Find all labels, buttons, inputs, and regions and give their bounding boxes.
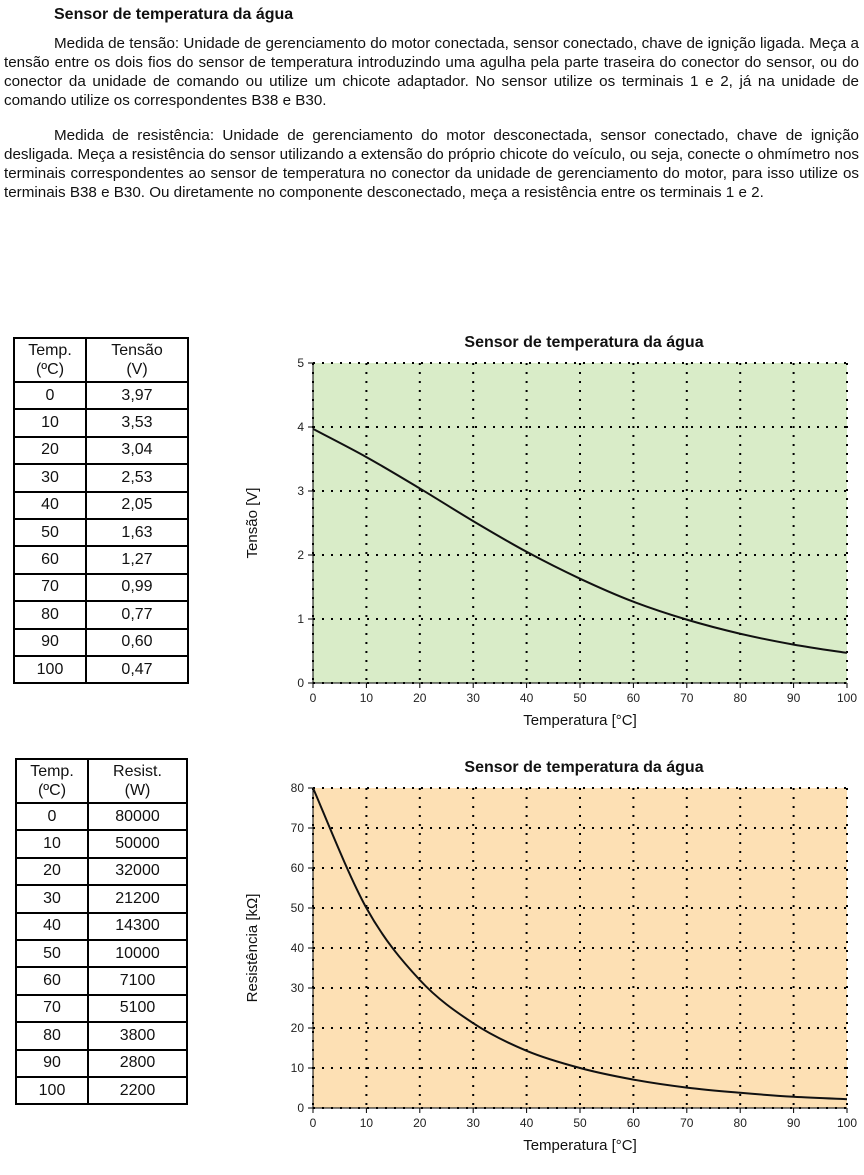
temp-cell: 60 (14, 546, 86, 573)
y-axis-label: Resistência [kΩ] (244, 893, 261, 1003)
y-tick-label: 50 (290, 901, 304, 915)
table-row (14, 601, 188, 628)
temp-cell: 70 (14, 574, 86, 601)
table-row (14, 546, 188, 573)
value-cell: 21200 (88, 885, 187, 912)
temp-cell: 90 (16, 1050, 88, 1077)
value-cell: 0,99 (86, 574, 188, 601)
table-row (14, 464, 188, 491)
x-tick-label: 70 (680, 691, 694, 705)
value-cell: 2,05 (86, 492, 188, 519)
voltage-table (13, 337, 189, 684)
y-tick-label: 80 (290, 781, 304, 795)
y-tick-label: 4 (297, 420, 304, 434)
y-tick-label: 0 (297, 676, 304, 690)
x-tick-label: 50 (573, 691, 587, 705)
x-tick-label: 40 (519, 691, 534, 705)
value-cell: 2200 (88, 1077, 187, 1104)
x-axis-label: Temperatura [°C] (523, 1137, 637, 1154)
temp-cell: 10 (16, 830, 88, 857)
temp-cell: 90 (14, 629, 86, 656)
temp-cell: 0 (14, 382, 86, 409)
table-row (14, 409, 188, 436)
x-tick-label: 100 (836, 1116, 858, 1130)
table-row (14, 519, 188, 546)
value-cell: 2,53 (86, 464, 188, 491)
resistance-chart (236, 752, 862, 1174)
y-axis-label: Tensão [V] (244, 487, 261, 559)
y-tick-label: 2 (297, 548, 304, 562)
temp-cell: 10 (14, 409, 86, 436)
temp-cell: 30 (14, 464, 86, 491)
voltage-column-header: Tensão (V) (86, 338, 188, 382)
x-tick-label: 90 (786, 1116, 801, 1130)
x-tick-label: 60 (626, 1116, 641, 1130)
table-header-row (16, 759, 187, 803)
temp-cell: 50 (16, 940, 88, 967)
value-cell: 0,77 (86, 601, 188, 628)
temp-column-header: Temp. (ºC) (16, 759, 88, 803)
value-cell: 3,97 (86, 382, 188, 409)
table-row (14, 629, 188, 656)
table-row (14, 492, 188, 519)
table-row (16, 858, 187, 885)
table-header-row (14, 338, 188, 382)
voltage-measurement-paragraph: Medida de tensão: Unidade de gerenciamento do motor conectada, sensor conectado, chave de ignição ligada. Meça a tensão entre os dois fios do sensor de temperatura introduzindo uma agulha pela parte traseira do conector do sensor, ou do conector da unidade de comando ou utilize um chicote adaptador. No sensor utilize os terminais 1 e 2, já na unidade de comando utilize os correspondentes B38 e B30. (4, 35, 859, 109)
resistance-measurement-paragraph: Medida de resistência: Unidade de gerenciamento do motor desconectada, sensor conectado, chave de ignição desligada. Meça a resistência do sensor utilizando a extensão do próprio chicote do veículo, ou seja, conecte o ohmímetro nos terminais correspondentes ao sensor de temperatura no conector da unidade de gerenciamento do motor, para isso utilize os terminais B38 e B30. Ou diretamente no componente desconectado, meça a resistência entre os terminais 1 e 2. (4, 127, 859, 201)
table-row (16, 967, 187, 994)
x-tick-label: 30 (466, 1116, 480, 1130)
x-tick-label: 80 (733, 691, 747, 705)
x-tick-label: 60 (626, 691, 641, 705)
x-tick-label: 40 (519, 1116, 534, 1130)
table-row (14, 437, 188, 464)
table-row (16, 1077, 187, 1104)
temp-column-header: Temp. (ºC) (14, 338, 86, 382)
x-tick-label: 100 (836, 691, 858, 705)
value-cell: 0,60 (86, 629, 188, 656)
value-cell: 3,53 (86, 409, 188, 436)
temp-cell: 40 (14, 492, 86, 519)
value-cell: 3,04 (86, 437, 188, 464)
table-row (16, 885, 187, 912)
value-cell: 1,27 (86, 546, 188, 573)
x-tick-label: 0 (309, 1116, 317, 1130)
y-tick-label: 10 (290, 1061, 304, 1075)
y-tick-label: 60 (290, 861, 304, 875)
x-tick-label: 80 (733, 1116, 747, 1130)
temp-cell: 60 (16, 967, 88, 994)
value-cell: 1,63 (86, 519, 188, 546)
x-tick-label: 10 (359, 691, 374, 705)
voltage-chart (236, 326, 862, 740)
value-cell: 5100 (88, 995, 187, 1022)
temp-cell: 0 (16, 803, 88, 830)
table-row (16, 1050, 187, 1077)
temp-cell: 100 (16, 1077, 88, 1104)
temp-cell: 80 (16, 1022, 88, 1049)
value-cell: 10000 (88, 940, 187, 967)
temp-cell: 80 (14, 601, 86, 628)
y-tick-label: 20 (290, 1021, 304, 1035)
temp-cell: 100 (14, 656, 86, 683)
x-tick-label: 10 (359, 1116, 374, 1130)
table-row (16, 1022, 187, 1049)
table-row (14, 382, 188, 409)
temp-cell: 50 (14, 519, 86, 546)
table-row (14, 656, 188, 683)
temp-cell: 40 (16, 913, 88, 940)
value-cell: 32000 (88, 858, 187, 885)
x-tick-label: 20 (413, 691, 427, 705)
y-tick-label: 1 (297, 612, 304, 626)
x-tick-label: 50 (573, 1116, 587, 1130)
table-row (14, 574, 188, 601)
table-row (16, 830, 187, 857)
temp-cell: 20 (16, 858, 88, 885)
y-tick-label: 0 (297, 1101, 304, 1115)
y-tick-label: 5 (297, 356, 304, 370)
temp-cell: 30 (16, 885, 88, 912)
x-tick-label: 30 (466, 691, 480, 705)
resistance-column-header: Resist. (W) (88, 759, 187, 803)
table-row (16, 803, 187, 830)
page-heading: Sensor de temperatura da água (54, 6, 294, 23)
table-row (16, 913, 187, 940)
value-cell: 50000 (88, 830, 187, 857)
value-cell: 2800 (88, 1050, 187, 1077)
x-tick-label: 70 (680, 1116, 694, 1130)
value-cell: 14300 (88, 913, 187, 940)
y-tick-label: 70 (290, 821, 304, 835)
x-tick-label: 0 (309, 691, 317, 705)
y-tick-label: 40 (290, 941, 304, 955)
y-tick-label: 3 (297, 484, 304, 498)
value-cell: 3800 (88, 1022, 187, 1049)
chart-title: Sensor de temperatura da água (464, 759, 704, 776)
value-cell: 0,47 (86, 656, 188, 683)
x-axis-label: Temperatura [°C] (523, 712, 637, 729)
resistance-table (15, 758, 188, 1105)
y-tick-label: 30 (290, 981, 304, 995)
table-row (16, 995, 187, 1022)
temp-cell: 20 (14, 437, 86, 464)
value-cell: 7100 (88, 967, 187, 994)
value-cell: 80000 (88, 803, 187, 830)
x-tick-label: 90 (786, 691, 801, 705)
table-row (16, 940, 187, 967)
temp-cell: 70 (16, 995, 88, 1022)
x-tick-label: 20 (413, 1116, 427, 1130)
chart-title: Sensor de temperatura da água (464, 334, 704, 351)
